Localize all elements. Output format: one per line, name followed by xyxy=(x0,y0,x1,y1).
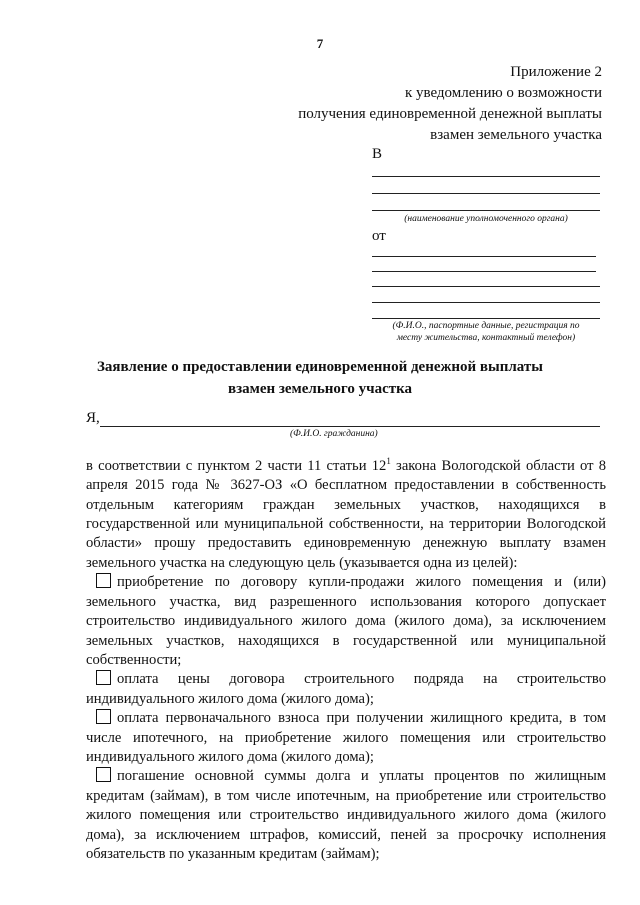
from-line-5[interactable] xyxy=(372,318,600,319)
appendix-line-2: к уведомлению о возможности xyxy=(404,85,602,101)
title-line-1: Заявление о предоставлении единовременной денежной выплаты xyxy=(97,359,543,375)
from-line-2[interactable] xyxy=(372,271,596,272)
appendix-line-4: взамен земельного участка xyxy=(430,127,602,143)
option-4 xyxy=(86,767,606,864)
to-label: В xyxy=(372,146,383,162)
statement-body xyxy=(86,452,606,864)
from-line-3[interactable] xyxy=(372,286,600,287)
from-caption xyxy=(372,320,600,344)
footnote-sup: 1 xyxy=(386,456,391,466)
from-caption-line-2: месту жительства, контактный телефон) xyxy=(396,333,576,343)
title-line-2: взамен земельного участка xyxy=(227,381,413,397)
from-line-1[interactable] xyxy=(372,256,596,257)
option-4-text: погашение основной суммы долга и уплаты процентов по жилищным кредитам (займам), в том числе ипотечным, на приобретение или строительство жилого помещения или строительство индивидуального жилого дома (жилого дома), за исключением штрафов, комиссий, пеней за просрочку исполнения обязательств по указанным кредитам (займам); xyxy=(86,768,606,862)
appendix-line-1: Приложение 2 xyxy=(510,64,602,80)
to-line-3[interactable] xyxy=(372,210,600,211)
option-3-checkbox[interactable] xyxy=(96,709,111,724)
from-label: от xyxy=(372,228,386,244)
to-line-1[interactable] xyxy=(372,176,600,177)
option-2-text: оплата цены договора строительного подряда на строительство индивидуального жилого дома (жилого дома); xyxy=(86,671,606,707)
option-1 xyxy=(86,573,606,670)
from-line-4[interactable] xyxy=(372,302,600,303)
applicant-name-line[interactable] xyxy=(100,426,600,427)
document-title xyxy=(60,356,580,400)
option-3 xyxy=(86,709,606,767)
option-2-checkbox[interactable] xyxy=(96,670,111,685)
option-2 xyxy=(86,670,606,709)
from-caption-line-1: (Ф.И.О., паспортные данные, регистрация по xyxy=(392,321,580,331)
page-number: 7 xyxy=(316,36,324,51)
intro-paragraph: в соответствии с пунктом 2 части 11 статьи $12^1$ закона Вологодской области от 8 апреля 2015 года № 3627-ОЗ «О бесплатном предоставлении в собственность отдельным категориям граждан земельных участков, находящихся в государственной или муниципальной собственности, на территории Вологодской области» прошу предоставить единовременную денежную выплату взамен земельного участка на следующую цель (указывается одна из целей): xyxy=(86,456,606,571)
to-line-2[interactable] xyxy=(372,193,600,194)
appendix-header xyxy=(182,62,602,146)
applicant-caption: (Ф.И.О. гражданина) xyxy=(290,429,378,439)
option-3-text: оплата первоначального взноса при получении жилищного кредита, в том числе ипотечного, на приобретение жилого помещения или строительство индивидуального жилого дома (жилого дома); xyxy=(86,710,606,765)
option-1-checkbox[interactable] xyxy=(96,573,111,588)
to-caption: (наименование уполномоченного органа) xyxy=(404,214,568,224)
applicant-prefix: Я, xyxy=(86,410,100,426)
option-1-text: приобретение по договору купли-продажи жилого помещения и (или) земельного участка, вид разрешенного использования которого допускает строительство индивидуального жилого дома (жилого дома), за исключением земельных участков, находящихся в государственной или муниципальной собственности; xyxy=(86,574,606,668)
option-4-checkbox[interactable] xyxy=(96,767,111,782)
appendix-line-3: получения единовременной денежной выплаты xyxy=(298,106,602,122)
